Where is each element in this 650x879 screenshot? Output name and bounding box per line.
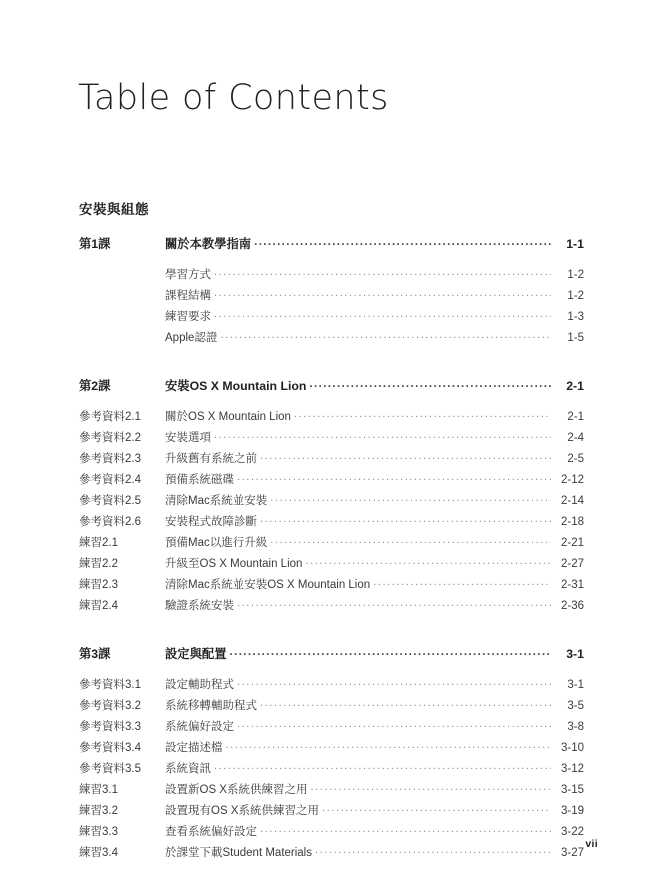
toc-entry-title: 設置新OS X系統供練習之用	[165, 784, 308, 796]
toc-entry-title: 驗證系統安裝	[165, 600, 234, 612]
toc-entry-page-number: 1-2	[567, 290, 584, 302]
toc-entry-title: 系統資訊	[165, 763, 211, 775]
toc-entry-page-number: 1-3	[567, 311, 584, 323]
toc-block-spacer	[79, 618, 584, 644]
toc-row[interactable]	[79, 644, 584, 667]
toc-entry-page-number: 3-8	[567, 721, 584, 733]
toc-dot-leader	[270, 493, 551, 505]
toc-entry-page-number: 2-31	[560, 579, 584, 591]
toc-entry-label: 參考資料3.2	[79, 700, 141, 712]
toc-dot-leader	[214, 309, 551, 321]
toc-lesson-spacer	[79, 257, 584, 266]
toc-entry-page-number: 3-1	[567, 679, 584, 691]
toc-dot-leader	[305, 556, 551, 568]
toc-row[interactable]	[79, 555, 584, 576]
toc-dot-leader	[237, 719, 551, 731]
toc-entry-page-number: 2-27	[560, 558, 584, 570]
toc-dot-leader	[214, 288, 551, 300]
page-folio-number: vii	[585, 838, 598, 850]
toc-dot-leader	[315, 845, 551, 857]
toc-entry-label: 練習2.2	[79, 558, 118, 570]
toc-dot-leader	[237, 598, 551, 610]
toc-dot-leader	[260, 824, 551, 836]
toc-entry-title: 練習要求	[165, 311, 211, 323]
toc-entry-page-number: 1-5	[567, 332, 584, 344]
toc-entry-page-number: 2-36	[560, 600, 584, 612]
toc-entry-title: 關於本教學指南	[165, 237, 252, 251]
toc-dot-leader	[214, 761, 551, 773]
toc-dot-leader	[260, 451, 551, 463]
toc-entry-title: 預備Mac以進行升級	[165, 537, 268, 549]
toc-entry-page-number: 3-15	[560, 784, 584, 796]
toc-dot-leader	[294, 409, 551, 421]
toc-entry-page-number: 2-4	[567, 432, 584, 444]
toc-row[interactable]	[79, 534, 584, 555]
toc-row[interactable]	[79, 376, 584, 399]
toc-dot-leader	[230, 646, 552, 658]
toc-row[interactable]	[79, 408, 584, 429]
toc-block-spacer	[79, 350, 584, 376]
toc-entry-label: 練習3.4	[79, 847, 118, 859]
toc-lesson-spacer	[79, 667, 584, 676]
toc-entry-page-number: 1-2	[567, 269, 584, 281]
toc-entry-title: 清除Mac系統並安裝	[165, 495, 268, 507]
toc-entry-title: 學習方式	[165, 269, 211, 281]
toc-dot-leader	[226, 740, 552, 752]
toc-row[interactable]	[79, 492, 584, 513]
toc-entry-label: 第1課	[79, 237, 111, 251]
toc-row[interactable]	[79, 234, 584, 257]
toc-entry-title: 安裝程式故障診斷	[165, 516, 257, 528]
toc-entry-label: 參考資料3.4	[79, 742, 141, 754]
toc-entry-title: 升級舊有系統之前	[165, 453, 257, 465]
toc-row[interactable]	[79, 760, 584, 781]
toc-entry-title: 課程結構	[165, 290, 211, 302]
toc-entry-page-number: 3-12	[560, 763, 584, 775]
toc-dot-leader	[322, 803, 551, 815]
toc-entry-title: 關於OS X Mountain Lion	[165, 411, 291, 423]
toc-entry-page-number: 2-12	[560, 474, 584, 486]
toc-entry-label: 練習2.4	[79, 600, 118, 612]
toc-entry-label: 練習3.2	[79, 805, 118, 817]
toc-row[interactable]	[79, 844, 584, 865]
toc-entry-title: 設定輔助程式	[165, 679, 234, 691]
toc-entry-label: 參考資料2.3	[79, 453, 141, 465]
toc-row[interactable]	[79, 576, 584, 597]
toc-row[interactable]	[79, 429, 584, 450]
toc-dot-leader	[310, 782, 551, 794]
toc-entry-label: 練習2.3	[79, 579, 118, 591]
toc-entry-page-number: 2-18	[560, 516, 584, 528]
toc-lesson-spacer	[79, 399, 584, 408]
toc-entry-page-number: 1-1	[566, 237, 584, 251]
toc-dot-leader	[260, 514, 551, 526]
toc-dot-leader	[260, 698, 551, 710]
toc-entry-label: 參考資料2.4	[79, 474, 141, 486]
toc-dot-leader	[254, 236, 551, 248]
toc-row[interactable]	[79, 802, 584, 823]
toc-row[interactable]	[79, 597, 584, 618]
toc-entry-label: 參考資料2.2	[79, 432, 141, 444]
toc-entry-title: 安裝OS X Mountain Lion	[165, 379, 307, 393]
toc-entry-page-number: 2-21	[560, 537, 584, 549]
toc-entry-title: 系統移轉輔助程式	[165, 700, 257, 712]
toc-row[interactable]	[79, 266, 584, 287]
toc-entry-page-number: 3-5	[567, 700, 584, 712]
toc-entry-page-number: 2-1	[566, 379, 584, 393]
toc-row[interactable]	[79, 287, 584, 308]
toc-entry-page-number: 3-10	[560, 742, 584, 754]
toc-row[interactable]	[79, 513, 584, 534]
toc-entry-title: 設定與配置	[165, 647, 227, 661]
page-title: Table of Contents	[78, 78, 389, 118]
toc-entry-title: 系統偏好設定	[165, 721, 234, 733]
toc-dot-leader	[373, 577, 551, 589]
toc-dot-leader	[309, 378, 551, 390]
toc-row[interactable]	[79, 823, 584, 844]
toc-entry-label: 練習3.3	[79, 826, 118, 838]
toc-dot-leader	[220, 330, 551, 342]
toc-row[interactable]	[79, 308, 584, 329]
toc-entry-label: 第2課	[79, 379, 111, 393]
toc-entry-title: 預備系統磁碟	[165, 474, 234, 486]
toc-entry-title: 於課堂下載Student Materials	[165, 847, 312, 859]
toc-entry-list	[79, 234, 584, 865]
toc-entry-label: 參考資料2.5	[79, 495, 141, 507]
toc-dot-leader	[237, 472, 551, 484]
toc-entry-label: 參考資料3.5	[79, 763, 141, 775]
toc-entry-label: 參考資料2.6	[79, 516, 141, 528]
toc-dot-leader	[214, 430, 551, 442]
toc-entry-title: 升級至OS X Mountain Lion	[165, 558, 303, 570]
toc-row[interactable]	[79, 739, 584, 760]
toc-entry-title: 設置現有OS X系統供練習之用	[165, 805, 319, 817]
toc-entry-page-number: 2-1	[567, 411, 584, 423]
toc-entry-page-number: 2-14	[560, 495, 584, 507]
toc-entry-title: 清除Mac系統並安裝OS X Mountain Lion	[165, 579, 371, 591]
toc-entry-title: 安裝選項	[165, 432, 211, 444]
toc-row[interactable]	[79, 676, 584, 697]
toc-entry-page-number: 3-27	[560, 847, 584, 859]
toc-entry-title: Apple認證	[165, 332, 218, 344]
toc-row[interactable]	[79, 697, 584, 718]
toc-row[interactable]	[79, 471, 584, 492]
toc-entry-label: 參考資料2.1	[79, 411, 141, 423]
section-heading: 安裝與組態	[79, 202, 149, 217]
toc-dot-leader	[270, 535, 551, 547]
toc-row[interactable]	[79, 718, 584, 739]
toc-entry-label: 練習2.1	[79, 537, 118, 549]
toc-dot-leader	[237, 677, 551, 689]
toc-entry-label: 練習3.1	[79, 784, 118, 796]
toc-entry-page-number: 2-5	[567, 453, 584, 465]
toc-entry-label: 第3課	[79, 647, 111, 661]
toc-entry-page-number: 3-19	[560, 805, 584, 817]
toc-entry-label: 參考資料3.1	[79, 679, 141, 691]
toc-entry-page-number: 3-22	[560, 826, 584, 838]
toc-row[interactable]	[79, 450, 584, 471]
toc-entry-page-number: 3-1	[566, 647, 584, 661]
toc-entry-title: 查看系統偏好設定	[165, 826, 257, 838]
toc-dot-leader	[214, 267, 551, 279]
toc-row[interactable]	[79, 329, 584, 350]
toc-entry-title: 設定描述檔	[165, 742, 223, 754]
toc-row[interactable]	[79, 781, 584, 802]
toc-entry-label: 參考資料3.3	[79, 721, 141, 733]
